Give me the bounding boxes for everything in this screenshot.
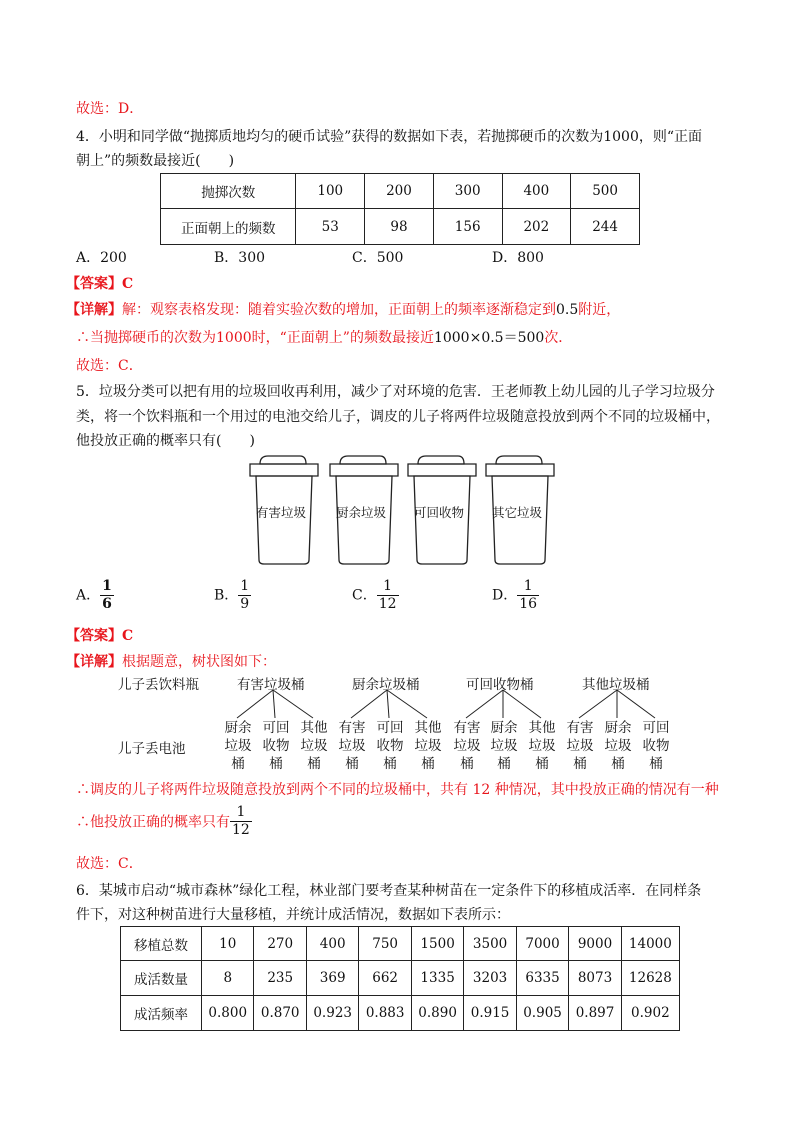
leaf-line: 桶: [649, 756, 663, 772]
tree-leaf: [528, 719, 556, 773]
q6-table-cell: 750: [359, 927, 411, 961]
q6-table-cell: 0.890: [411, 996, 463, 1031]
q4-stem-line1: 4．小明和同学做“抛掷质地均匀的硬币试验”获得的数据如下表，若抛掷硬币的次数为1000，则“正面: [76, 129, 703, 145]
leaf-line: 有害: [338, 720, 366, 736]
q6-table-cell: 1500: [411, 927, 463, 961]
q6-table-cell: 0.800: [202, 996, 254, 1031]
conclusion-end: 次．: [544, 330, 573, 346]
tree-leaf: [300, 719, 328, 773]
q4-table-cell: 156: [433, 209, 502, 245]
leaf-line: 垃圾: [453, 738, 481, 754]
q4-option-c: C．500: [352, 250, 404, 266]
q6-table-cell: 7000: [516, 927, 568, 961]
q4-table-header: 正面朝上的频数: [161, 209, 296, 245]
conclusion-formula: 1000×0.5＝500: [433, 330, 545, 346]
tree-leaf: [338, 719, 366, 773]
tree-leaf: [642, 719, 670, 773]
leaf-line: 其他: [528, 720, 556, 736]
fraction-numerator: 1: [102, 578, 112, 594]
detail-text: 根据题意，树状图如下：: [122, 654, 276, 670]
tree-node-top: 可回收物桶: [466, 677, 534, 693]
q6-table-cell: 662: [359, 961, 411, 996]
leaf-line: 收物: [642, 738, 670, 754]
tree-leaf: [262, 719, 290, 773]
fraction-numerator: 1: [230, 804, 252, 822]
q4-option-d: D．800: [492, 250, 544, 266]
q4-option-a: A．200: [76, 250, 127, 266]
fraction-numerator: 1: [517, 578, 539, 596]
bin-label: 厨余垃圾: [336, 505, 387, 520]
q4-stem-line2: 朝上”的频数最接近( ): [76, 153, 235, 169]
q5-stem-line2: 类，将一个饮料瓶和一个用过的电池交给儿子，调皮的儿子将两件垃圾随意投放到两个不同的垃圾桶中，: [76, 409, 720, 425]
leaf-line: 厨余: [224, 720, 252, 736]
leaf-line: 桶: [573, 756, 587, 772]
tree-leaf: [414, 719, 442, 773]
leaf-line: 垃圾: [300, 738, 328, 754]
tree-row-label: 儿子丢饮料瓶: [118, 677, 199, 693]
leaf-line: 其他: [414, 720, 442, 736]
tree-leaf: [490, 719, 518, 773]
leaf-line: 厨余: [604, 720, 632, 736]
q6-table-header: 移植总数: [121, 927, 202, 961]
answer-label: 【答案】: [66, 276, 122, 292]
q4-final: 故选：C．: [76, 358, 143, 374]
q5-stem-line1: 5．垃圾分类可以把有用的垃圾回收再利用，减少了对环境的危害．王老师教上幼儿园的儿子学习垃圾分: [76, 384, 715, 400]
q6-table: [120, 926, 680, 1031]
tree-leaf: [566, 719, 594, 773]
q4-table-cell: 98: [365, 209, 434, 245]
bin-label: 可回收物: [414, 505, 465, 520]
q6-table-cell: 0.870: [254, 996, 306, 1031]
bin-label: 有害垃圾: [256, 505, 307, 520]
leaf-line: 桶: [307, 756, 321, 772]
leaf-line: 垃圾: [604, 738, 632, 754]
tree-leaf: [604, 719, 632, 773]
leaf-line: 桶: [460, 756, 474, 772]
tree-node-top: 有害垃圾桶: [237, 677, 305, 693]
fraction-numerator: 1: [240, 578, 250, 594]
q6-table-cell: 10: [202, 927, 254, 961]
q6-table-cell: 0.905: [516, 996, 568, 1031]
q6-table-cell: 12628: [621, 961, 679, 996]
q6-stem-line1: 6．某城市启动“城市森林”绿化工程，林业部门要考查某种树苗在一定条件下的移植成活率．在同样条: [76, 883, 702, 899]
q6-table-header: 成活数量: [121, 961, 202, 996]
q6-table-cell: 0.897: [569, 996, 621, 1031]
q6-table-cell: 14000: [621, 927, 679, 961]
fraction-denominator: 12: [378, 596, 397, 612]
option-label: A．: [76, 587, 101, 604]
q6-table-cell: 0.923: [306, 996, 358, 1031]
q6-table-cell: 0.902: [621, 996, 679, 1031]
q6-table-cell: 0.883: [359, 996, 411, 1031]
detail-label: 【详解】: [66, 302, 122, 318]
q5-conclusion1: ∴调皮的儿子将两件垃圾随意投放到两个不同的垃圾桶中，共有 12 种情况，其中投放正确的情况有一种: [76, 782, 719, 798]
leaf-line: 有害: [453, 720, 481, 736]
leaf-line: 可回: [642, 720, 670, 736]
leaf-line: 可回: [262, 720, 290, 736]
tree-leaf: [453, 719, 481, 773]
answer-value: C: [122, 628, 134, 644]
leaf-line: 可回: [376, 720, 404, 736]
answer-value: C: [122, 276, 134, 292]
option-label: B．: [214, 587, 239, 604]
q5-conclusion2: [76, 804, 252, 839]
q4-table-header: 抛掷次数: [161, 174, 296, 209]
detail-text-end: 附近，: [578, 302, 621, 318]
q6-table-cell: 3203: [464, 961, 516, 996]
q6-table-cell: 1335: [411, 961, 463, 996]
leaf-line: 收物: [262, 738, 290, 754]
leaf-line: 垃圾: [566, 738, 594, 754]
detail-value: 0.5: [556, 302, 579, 318]
q4-table-cell: 300: [433, 174, 502, 209]
previous-answer: 故选：D．: [76, 101, 144, 117]
option-label: D．: [492, 587, 518, 604]
q4-table-cell: 400: [502, 174, 571, 209]
detail-label: 【详解】: [66, 654, 122, 670]
leaf-line: 垃圾: [224, 738, 252, 754]
q4-table-cell: 202: [502, 209, 571, 245]
tree-row-label: 儿子丢电池: [118, 741, 186, 757]
leaf-line: 收物: [376, 738, 404, 754]
q6-table-cell: 235: [254, 961, 306, 996]
leaf-line: 桶: [535, 756, 549, 772]
leaf-line: 垃圾: [414, 738, 442, 754]
leaf-line: 桶: [269, 756, 283, 772]
q6-table-cell: 369: [306, 961, 358, 996]
q6-table-cell: 8073: [569, 961, 621, 996]
conclusion-fraction: [230, 804, 252, 839]
option-label: C．: [352, 587, 377, 604]
leaf-line: 桶: [345, 756, 359, 772]
fraction-denominator: 16: [519, 596, 538, 612]
tree-leaf: [376, 719, 404, 773]
leaf-line: 桶: [231, 756, 245, 772]
q6-table-cell: 0.915: [464, 996, 516, 1031]
q6-table-cell: 400: [306, 927, 358, 961]
fraction-denominator: 9: [240, 596, 250, 612]
tree-node-top: 厨余垃圾桶: [352, 677, 420, 693]
leaf-line: 垃圾: [528, 738, 556, 754]
conclusion-text: ∴当抛掷硬币的次数为1000时，“正面朝上”的频数最接近: [76, 330, 434, 346]
leaf-line: 桶: [497, 756, 511, 772]
detail-text: 解：观察表格发现：随着实验次数的增加，正面朝上的频率逐渐稳定到: [122, 302, 556, 318]
q4-table-cell: 100: [296, 174, 365, 209]
leaf-line: 垃圾: [338, 738, 366, 754]
q6-table-cell: 8: [202, 961, 254, 996]
leaf-line: 桶: [421, 756, 435, 772]
q6-table-cell: 3500: [464, 927, 516, 961]
leaf-line: 桶: [383, 756, 397, 772]
leaf-line: 垃圾: [490, 738, 518, 754]
conclusion-text: ∴他投放正确的概率只有: [76, 814, 230, 831]
tree-leaf: [224, 719, 252, 773]
q4-option-b: B．300: [214, 250, 266, 266]
leaf-line: 其他: [300, 720, 328, 736]
leaf-line: 有害: [566, 720, 594, 736]
q6-stem-line2: 件下，对这种树苗进行大量移植，并统计成活情况，数据如下表所示：: [76, 907, 510, 923]
q5-stem-line3: 他投放正确的概率只有( ): [76, 433, 255, 449]
fraction-denominator: 12: [232, 822, 250, 838]
q6-table-cell: 9000: [569, 927, 621, 961]
q6-table-cell: 6335: [516, 961, 568, 996]
bin-label: 其它垃圾: [492, 505, 543, 520]
fraction-denominator: 6: [102, 596, 112, 612]
tree-node-top: 其他垃圾桶: [582, 677, 650, 693]
q4-table-cell: 244: [571, 209, 640, 245]
q4-table-cell: 53: [296, 209, 365, 245]
fraction-numerator: 1: [377, 578, 399, 596]
q6-table-cell: 270: [254, 927, 306, 961]
q5-final: 故选：C．: [76, 856, 143, 872]
leaf-line: 厨余: [490, 720, 518, 736]
answer-label: 【答案】: [66, 628, 122, 644]
q4-table-cell: 500: [571, 174, 640, 209]
leaf-line: 桶: [611, 756, 625, 772]
q4-table-cell: 200: [365, 174, 434, 209]
q6-table-header: 成活频率: [121, 996, 202, 1031]
